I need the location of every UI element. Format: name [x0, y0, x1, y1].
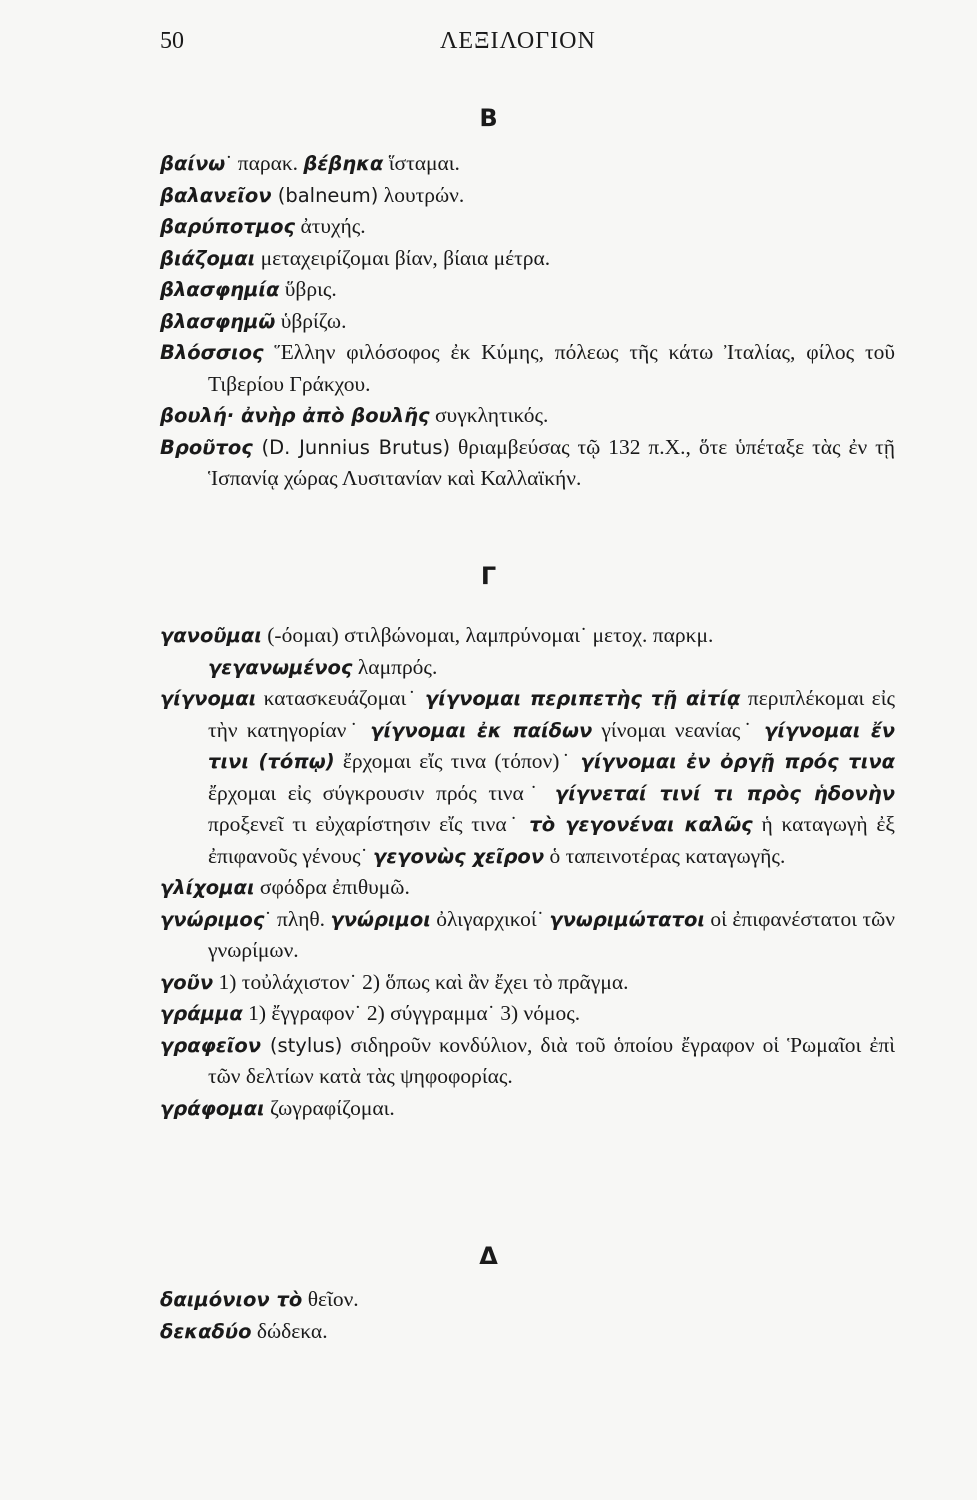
- definition: ἔρχομαι εἰς σύγκρουσιν πρός τινα˙: [208, 780, 555, 805]
- headword: γίγνομαι: [160, 687, 257, 710]
- definition: συγκλητικός.: [429, 403, 549, 427]
- headword: βουλή· ἀνὴρ ἀπὸ βουλῆς: [160, 404, 430, 427]
- definition: θεῖον.: [302, 1287, 359, 1311]
- section-heading-gamma: Γ: [480, 562, 497, 590]
- entry: [160, 211, 895, 243]
- entry: [160, 683, 895, 872]
- headword: δεκαδύο: [160, 1319, 252, 1343]
- entry: [160, 337, 895, 400]
- definition: σφόδρα ἐπιθυμῶ.: [254, 875, 410, 899]
- headword: γίγνομαι ἔν τινι (τόπῳ): [208, 718, 896, 773]
- definition: ἔρχομαι εἴς τινα (τόπον)˙: [334, 749, 581, 773]
- definition: ὁ ταπεινοτέρας καταγωγῆς.: [544, 843, 786, 868]
- section-heading-beta: Β: [479, 104, 498, 132]
- definition: προξενεῖ τι εὐχαρίστησιν εἴς τινα˙: [208, 812, 530, 836]
- headword: γοῦν: [160, 970, 214, 994]
- headword: βλασφημία: [160, 278, 280, 301]
- definition: Ἕλλην φιλόσοφος ἐκ Κύμης, πόλεως τῆς κάτω Ἰταλίας, φίλος τοῦ Τιβερίου Γράκχου.: [208, 340, 895, 396]
- headword: γνώριμοι: [330, 907, 431, 931]
- headword: βέβηκα: [303, 152, 384, 175]
- page-header: [160, 28, 860, 58]
- entry: [160, 243, 895, 275]
- entry: [160, 1030, 895, 1093]
- headword: γίγνομαι περιπετὴς τῇ αἰτίᾳ: [424, 687, 741, 710]
- entry: [160, 400, 895, 432]
- definition: ζωγραφίζομαι.: [264, 1095, 395, 1120]
- headword: δαιμόνιον τὸ: [160, 1288, 303, 1311]
- headword: βαλανεῖον: [160, 183, 272, 207]
- definition: δώδεκα.: [251, 1318, 328, 1343]
- definition: ˙ παρακ.: [225, 151, 304, 175]
- definition: ἵσταμαι.: [383, 151, 460, 175]
- entry: [160, 872, 895, 904]
- entry: [160, 148, 895, 180]
- headword: βαρύποτμος: [160, 215, 296, 238]
- section-delta-entries: [160, 1284, 895, 1347]
- definition: 1) ἔγγραφον˙ 2) σύγγραμμα˙ 3) νόμος.: [242, 1001, 581, 1025]
- definition: ˙ πληθ.: [264, 906, 331, 931]
- definition: 1) τοὐλάχιστον˙ 2) ὅπως καὶ ἂν ἔχει τὸ πρᾶγμα.: [213, 969, 629, 994]
- definition: (-όομαι) στιλβώνομαι, λαμπρύνομαι˙ μετοχ. παρκμ.: [261, 623, 714, 647]
- headword: βαίνω: [160, 152, 226, 175]
- page-number: 50: [160, 28, 184, 54]
- definition: ἡ καταγωγὴ ἐξ ἐπιφανοῦς γένους˙: [208, 812, 895, 868]
- definition: ὑβρίζω.: [275, 308, 347, 333]
- entry: [160, 1284, 895, 1316]
- definition: λουτρών.: [378, 182, 465, 207]
- definition: σιδηροῦν κονδύλιον, διὰ τοῦ ὁποίου ἔγραφον οἱ Ῥωμαῖοι ἐπὶ τῶν δελτίων κατὰ τὰς ψηφοφορίας.: [208, 1032, 895, 1088]
- definition: γίνομαι νεανίας˙: [592, 717, 765, 742]
- entry: [160, 1316, 895, 1348]
- headword: γνωριμώτατοι: [549, 907, 705, 931]
- entry: [160, 274, 895, 306]
- definition: κατασκευάζομαι˙: [256, 686, 425, 710]
- headword: γανοῦμαι: [160, 624, 262, 647]
- headword: γλίχομαι: [160, 876, 255, 899]
- section-beta-entries: [160, 148, 895, 495]
- entry: [160, 180, 895, 212]
- latin-term: (stylus): [261, 1033, 343, 1057]
- headword: βιάζομαι: [160, 246, 256, 270]
- entry: [160, 620, 895, 652]
- headword: τὸ γεγονέναι καλῶς: [529, 813, 753, 836]
- definition: μεταχειρίζομαι βίαν, βίαια μέτρα.: [255, 245, 551, 270]
- headword: γεγονὼς χεῖρον: [373, 844, 545, 868]
- definition: οἱ ἐπιφανέστατοι τῶν γνωρίμων.: [208, 906, 896, 962]
- entry-continuation: [160, 652, 895, 684]
- headword: γραφεῖον: [160, 1033, 262, 1057]
- headword: γίγνομαι ἐκ παίδων: [370, 718, 593, 742]
- definition: ἀτυχής.: [295, 214, 366, 238]
- headword: γεγανωμένος: [208, 655, 353, 679]
- section-heading-delta: Δ: [479, 1242, 498, 1270]
- headword: γίγνομαι ἐν ὀργῇ πρός τινα: [580, 750, 895, 773]
- entry: [160, 432, 895, 495]
- headword: γίγνεταί τινί τι πρὸς ἡδονὴν: [554, 781, 895, 805]
- entry: [160, 904, 895, 967]
- running-title: ΛΕΞΙΛΟΓΙΟΝ: [440, 28, 596, 54]
- entry: [160, 998, 895, 1030]
- headword: βλασφημῶ: [160, 309, 276, 333]
- entry: [160, 306, 895, 338]
- latin-term: (D. Junnius Brutus): [252, 435, 451, 459]
- headword: Βροῦτος: [160, 435, 253, 459]
- headword: γράμμα: [160, 1002, 243, 1025]
- definition: περιπλέκομαι εἰς τὴν κατηγορίαν˙: [208, 686, 896, 742]
- definition: θριαμβεύσας τῷ 132 π.Χ., ὅτε ὑπέταξε τὰς ἐν τῇ Ἱσπανίᾳ χώρας Λυσιτανίαν καὶ Καλλαϊκήν.: [208, 434, 895, 490]
- definition: ὀλιγαρχικοί˙: [430, 906, 550, 931]
- latin-term: (balneum): [271, 183, 379, 207]
- headword: Βλόσσιος: [160, 341, 264, 364]
- headword: γνώριμος: [160, 907, 265, 931]
- definition: ὕβρις.: [279, 277, 337, 301]
- headword: γράφομαι: [160, 1096, 265, 1120]
- entry: [160, 1093, 895, 1125]
- definition: λαμπρός.: [352, 654, 438, 679]
- section-gamma-entries: [160, 620, 895, 1124]
- entry: [160, 967, 895, 999]
